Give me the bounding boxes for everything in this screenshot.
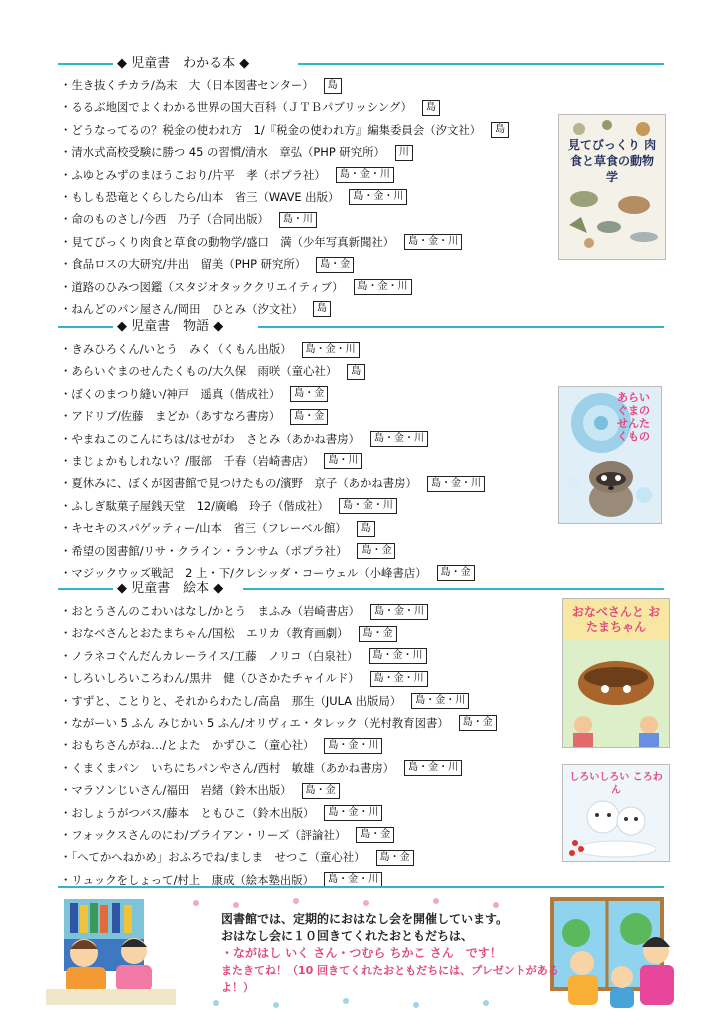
- list-item: ・すずと、ことりと、それからわたし/高畠 那生（JULA 出版局） 島・金・川: [60, 690, 497, 712]
- location-badge: 島・金: [359, 626, 397, 642]
- section-title: ◆ 児童書 絵本 ◆: [113, 580, 227, 598]
- location-badge: 島・金・川: [411, 693, 469, 709]
- book-cover-onabe: [562, 598, 670, 748]
- list-item: ・おとうさんのこわいはなし/かとう まふみ（岩崎書店） 島・金・川: [60, 600, 497, 622]
- list-item: ・ねんどのパン屋さん/岡田 ひとみ（汐文社） 島: [60, 298, 509, 320]
- location-badge: 島・金・川: [354, 279, 412, 295]
- banner-line-2: おはなし会に１０回きてくれたおともだちは、: [221, 929, 474, 943]
- list-item: ・どうなってるの？税金の使われ方 1/『税金の使われ方』編集委員会（汐文社） 島: [60, 119, 509, 141]
- cover-title: 見てびっくり 肉食と草食の動物学: [567, 138, 657, 184]
- list-item: ・もしも恐竜とくらしたら/山本 省三（WAVE 出版） 島・金・川: [60, 186, 509, 208]
- location-badge: 島・金: [459, 715, 497, 731]
- location-badge: 島・金: [356, 827, 394, 843]
- location-badge: 島・金・川: [336, 167, 394, 183]
- list-item: ・まじょかもしれない？/服部 千春（岩崎書店） 島・川: [60, 450, 485, 472]
- list-item: ・おしょうがつバス/藤本 ともひこ（鈴木出版） 島・金・川: [60, 802, 497, 824]
- list-item: ・おもちさんがね…/とよた かずひこ（童心社） 島・金・川: [60, 734, 497, 756]
- story-time-banner: [36, 893, 686, 1013]
- location-badge: 島・金・川: [349, 189, 407, 205]
- location-badge: 島・金: [376, 850, 414, 866]
- location-badge: 島・金・川: [427, 476, 485, 492]
- list-item: ・マジックウッズ戦記 2 上・下/クレシッダ・コーウェル（小峰書店） 島・金: [60, 562, 485, 584]
- list-item: ・きみひろくん/いとう みく（くもん出版） 島・金・川: [60, 338, 485, 360]
- location-badge: 島・金: [437, 565, 475, 581]
- book-cover-korowan: [562, 764, 670, 862]
- banner-line-1: 図書館では、定期的におはなし会を開催しています。: [221, 912, 509, 926]
- location-badge: 島: [491, 122, 509, 138]
- list-item: ・道路のひみつ図鑑（スタジオタッククリエイティブ） 島・金・川: [60, 276, 509, 298]
- section-header-monogatari: [58, 318, 664, 336]
- list-item: ・夏休みに、ぼくが図書館で見つけたもの/濱野 京子（あかね書房） 島・金・川: [60, 472, 485, 494]
- list-item: ・希望の図書館/リサ・クライン・ランサム（ポプラ社） 島・金: [60, 540, 485, 562]
- list-item: ・キセキのスパゲッティー/山本 省三（フレーベル館） 島: [60, 517, 485, 539]
- banner-message: [221, 911, 571, 996]
- location-badge: 島・川: [324, 453, 362, 469]
- list-item: ・見てびっくり肉食と草食の動物学/盛口 満（少年写真新聞社） 島・金・川: [60, 231, 509, 253]
- location-badge: 島・金・川: [302, 342, 360, 358]
- location-badge: 島・金・川: [339, 498, 397, 514]
- location-badge: 川: [395, 145, 413, 161]
- location-badge: 島: [313, 301, 331, 317]
- list-item: ・フォックスさんのにわ/ブライアン・リーズ（評論社） 島・金: [60, 824, 497, 846]
- cover-title: おなべさんと おたまちゃん: [571, 605, 661, 634]
- section-header-wakaru: [58, 55, 664, 73]
- location-badge: 島・金・川: [324, 738, 382, 754]
- book-list-wakaru: [60, 74, 509, 320]
- list-item: ・食品ロスの大研究/井出 留美（PHP 研究所） 島・金: [60, 253, 509, 275]
- location-badge: 島・金・川: [369, 648, 427, 664]
- location-badge: 島・金: [290, 409, 328, 425]
- list-item: ・命のものさし/今西 乃子（合同出版） 島・川: [60, 208, 509, 230]
- divider: [58, 886, 664, 888]
- list-item: ・おなべさんとおたまちゃん/国松 エリカ（教育画劇） 島・金: [60, 622, 497, 644]
- list-item: ・ぼくのまつり縫い/神戸 遥真（偕成社） 島・金: [60, 383, 485, 405]
- section-header-ehon: [58, 580, 664, 598]
- location-badge: 島・金・川: [370, 604, 428, 620]
- list-item: ・リュックをしょって/村上 康成（絵本塾出版） 島・金・川: [60, 869, 497, 891]
- location-badge: 島・金: [302, 783, 340, 799]
- cover-title: しろいしろい ころわん: [569, 772, 663, 796]
- location-badge: 島: [324, 78, 342, 94]
- location-badge: 島・金: [357, 543, 395, 559]
- list-item: ・ながーい 5 ふん みじかい 5 ふん/オリヴィエ・タレック（光村教育図書） 島・金: [60, 712, 497, 734]
- list-item: ・あらいぐまのせんたくもの/大久保 雨咲（童心社） 島: [60, 360, 485, 382]
- section-title: ◆ 児童書 わかる本 ◆: [113, 55, 253, 73]
- list-item: ・「へてかへねかめ」おふろでね/ましま せつこ（童心社） 島・金: [60, 846, 497, 868]
- location-badge: 島: [422, 100, 440, 116]
- banner-line-4: またきてね！（10 回きてくれたおともだちには、プレゼントがあるよ！）: [221, 964, 559, 994]
- section-title: ◆ 児童書 物語 ◆: [113, 318, 227, 336]
- cover-title: あらいぐまの せんたくもの: [617, 391, 650, 443]
- list-item: ・アドリブ/佐藤 まどか（あすなろ書房） 島・金: [60, 405, 485, 427]
- book-cover-animals: [558, 114, 666, 260]
- list-item: ・くまくまパン いちにちパンやさん/西村 敏雄（あかね書房） 島・金・川: [60, 757, 497, 779]
- book-cover-raccoon: [558, 386, 662, 524]
- location-badge: 島・金: [316, 257, 354, 273]
- list-item: ・しろいしろいころわん/黒井 健（ひさかたチャイルド） 島・金・川: [60, 667, 497, 689]
- book-list-ehon: [60, 600, 497, 891]
- book-list-monogatari: [60, 338, 485, 584]
- list-item: ・やまねこのこんにちは/はせがわ さとみ（あかね書房） 島・金・川: [60, 428, 485, 450]
- list-item: ・清水式高校受験に勝つ 45 の習慣/清水 章弘（PHP 研究所） 川: [60, 141, 509, 163]
- list-item: ・ふゆとみずのまほうこおり/片平 孝（ポプラ社） 島・金・川: [60, 164, 509, 186]
- location-badge: 島・金・川: [404, 234, 462, 250]
- list-item: ・るるぶ地図でよくわかる世界の国大百科（ＪＴＢパブリッシング） 島: [60, 96, 509, 118]
- location-badge: 島・金: [290, 386, 328, 402]
- location-badge: 島・川: [279, 212, 317, 228]
- list-item: ・マラソンじいさん/福田 岩緒（鈴木出版） 島・金: [60, 779, 497, 801]
- location-badge: 島: [357, 521, 375, 537]
- location-badge: 島・金・川: [404, 760, 462, 776]
- location-badge: 島・金・川: [324, 872, 382, 888]
- list-item: ・ふしぎ駄菓子屋銭天堂 12/廣嶋 玲子（偕成社） 島・金・川: [60, 495, 485, 517]
- location-badge: 島・金・川: [370, 431, 428, 447]
- location-badge: 島: [347, 364, 365, 380]
- list-item: ・生き抜くチカラ/為末 大（日本図書センター） 島: [60, 74, 509, 96]
- list-item: ・ノラネコぐんだんカレーライス/工藤 ノリコ（白泉社） 島・金・川: [60, 645, 497, 667]
- location-badge: 島・金・川: [370, 671, 428, 687]
- location-badge: 島・金・川: [324, 805, 382, 821]
- banner-line-3: ・ながはし いく さん・つむら ちかこ さん です！: [221, 946, 502, 960]
